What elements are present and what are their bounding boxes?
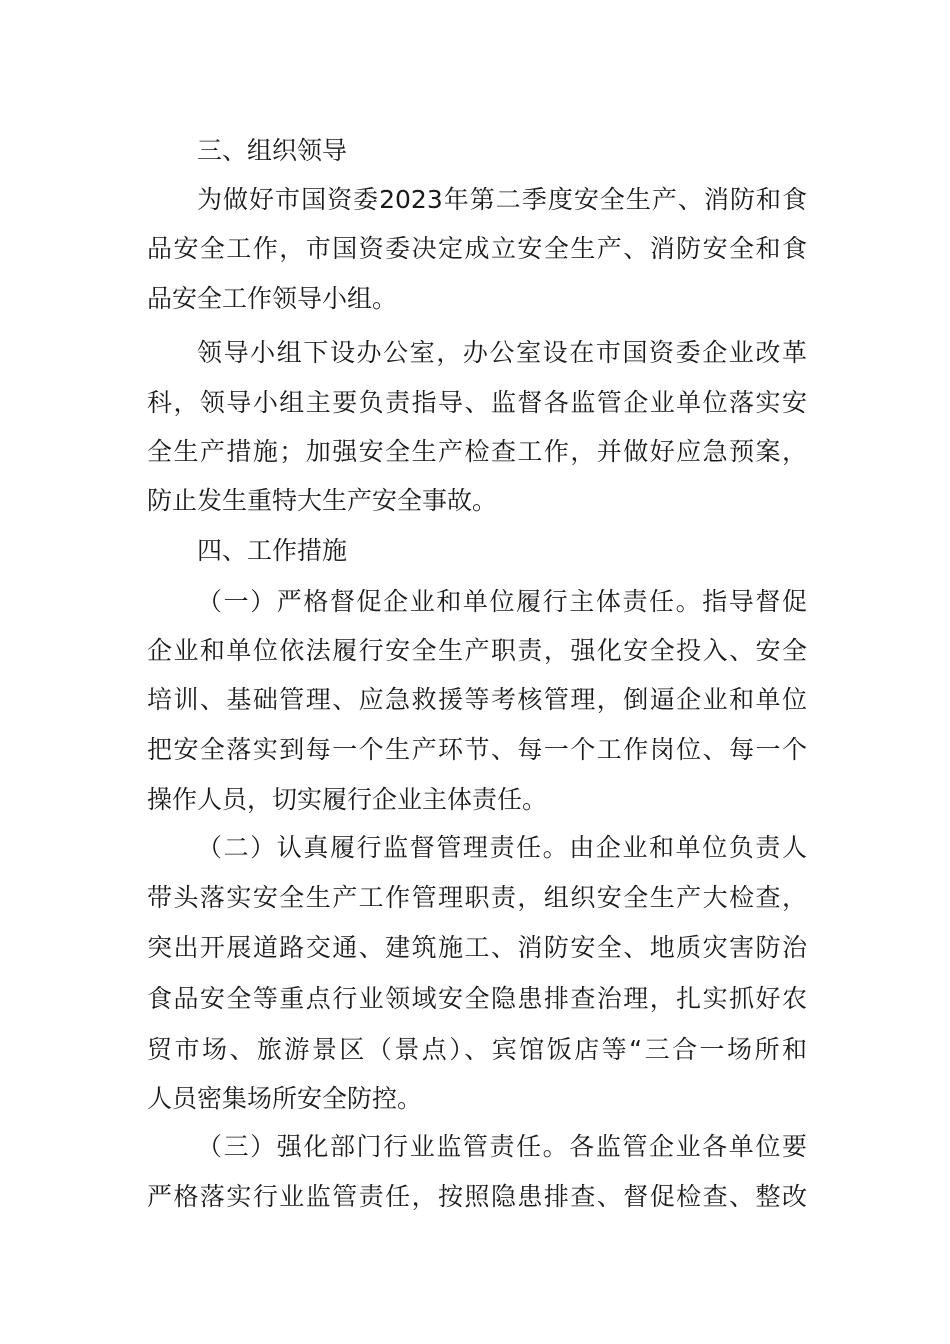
paragraph-line: （二）认真履行监督管理责任。由企业和单位负责人	[197, 833, 807, 862]
section-heading-organization: 三、组织领导	[197, 136, 348, 165]
paragraph-line: 食品安全等重点行业领域安全隐患排查治理，扎实抓好农	[147, 984, 807, 1013]
paragraph-line: 人员密集场所安全防控。	[147, 1084, 423, 1113]
paragraph-line: 为做好市国资委2023年第二季度安全生产、消防和食	[197, 185, 807, 214]
paragraph-line: （一）严格督促企业和单位履行主体责任。指导督促	[197, 587, 807, 616]
paragraph-line: 品安全工作，市国资委决定成立安全生产、消防安全和食	[147, 234, 807, 263]
paragraph-line: 突出开展道路交通、建筑施工、消防安全、地质灾害防治	[147, 933, 807, 962]
paragraph-line: 全生产措施；加强安全生产检查工作，并做好应急预案，	[147, 437, 807, 466]
paragraph-line: 品安全工作领导小组。	[147, 284, 398, 313]
paragraph-line: （三）强化部门行业监管责任。各监管企业各单位要	[197, 1132, 807, 1161]
paragraph-line: 严格落实行业监管责任，按照隐患排查、督促检查、整改	[147, 1182, 807, 1211]
section-heading-measures: 四、工作措施	[197, 536, 348, 565]
paragraph-line: 企业和单位依法履行安全生产职责，强化安全投入、安全	[147, 636, 807, 665]
paragraph-line: 把安全落实到每一个生产环节、每一个工作岗位、每一个	[147, 735, 807, 764]
paragraph-line: 领导小组下设办公室，办公室设在市国资委企业改革	[197, 338, 807, 367]
paragraph-line: 培训、基础管理、应急救援等考核管理，倒逼企业和单位	[147, 685, 807, 714]
paragraph-line: 贸市场、旅游景区（景点）、宾馆饭店等“三合一场所和	[147, 1035, 807, 1064]
paragraph-line: 带头落实安全生产工作管理职责，组织安全生产大检查，	[147, 883, 807, 912]
paragraph-line: 防止发生重特大生产安全事故。	[147, 486, 498, 515]
paragraph-line: 科，领导小组主要负责指导、监督各监管企业单位落实安	[147, 388, 807, 417]
paragraph-line: 操作人员，切实履行企业主体责任。	[147, 785, 548, 814]
